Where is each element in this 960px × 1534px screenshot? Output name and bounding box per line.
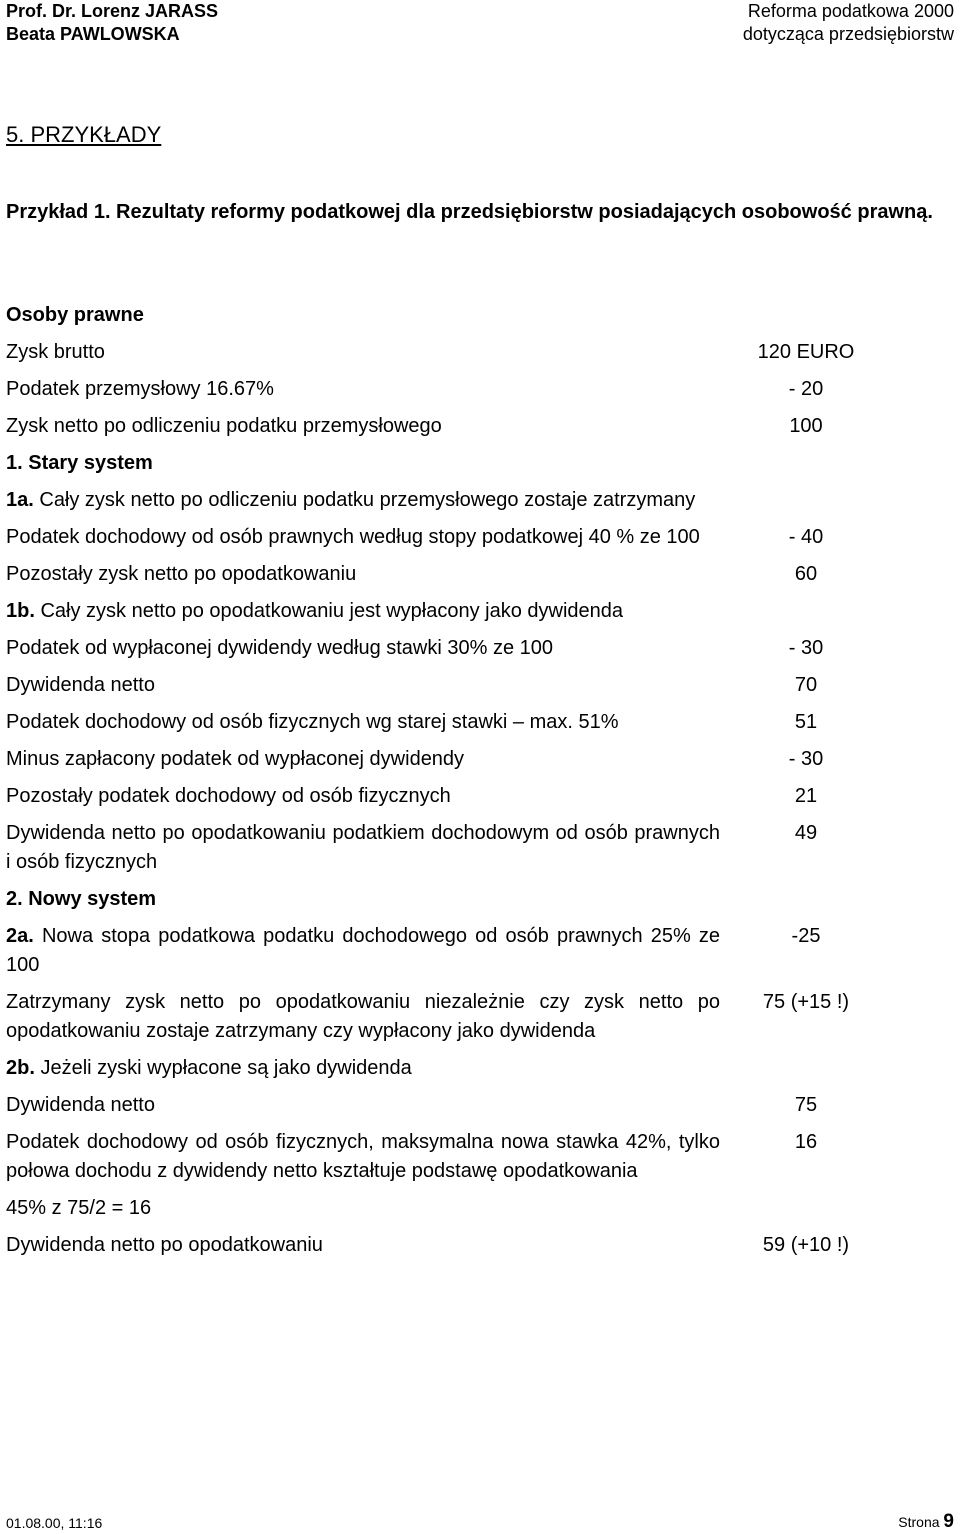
- row-value: 75: [794, 1094, 818, 1116]
- calculation-table: [6, 301, 950, 1268]
- row-label-text: Cały zysk netto po opodatkowaniu jest wypłacony jako dywidenda: [34, 600, 624, 622]
- row-value: 100: [789, 415, 823, 437]
- row-label: [6, 1054, 720, 1083]
- header-authors: [6, 0, 218, 46]
- table-row: [6, 301, 950, 330]
- table-row: [6, 745, 950, 774]
- table-row: [6, 885, 950, 914]
- row-value: 21: [794, 785, 818, 807]
- section-heading: 5. PRZYKŁADY: [6, 122, 162, 147]
- row-label: Podatek dochodowy od osób fizycznych, maksymalna nowa stawka 42%, tylko połowa dochodu z dywidendy netto kształtuje podstawę opodatkowania: [6, 1131, 720, 1182]
- row-value: 59 (+10 !): [762, 1234, 850, 1256]
- row-label-prefix: 1a.: [6, 489, 34, 511]
- table-row: [6, 1054, 950, 1083]
- table-row: [6, 1128, 950, 1186]
- row-label: Dywidenda netto: [6, 674, 155, 696]
- row-label-text: Nowa stopa podatkowa podatku dochodowego od osób prawnych 25% ze 100: [6, 925, 720, 976]
- table-row: [6, 449, 950, 478]
- table-row: [6, 671, 950, 700]
- row-value: 120 EURO: [757, 341, 855, 363]
- row-label-prefix: 1b.: [6, 600, 35, 622]
- table-row: [6, 922, 950, 980]
- row-value: 60: [794, 563, 818, 585]
- row-label: Pozostały zysk netto po opodatkowaniu: [6, 563, 357, 585]
- row-value: - 30: [788, 637, 824, 659]
- row-label: Dywidenda netto: [6, 1094, 155, 1116]
- row-label: 2. Nowy system: [6, 888, 157, 910]
- table-row: [6, 819, 950, 877]
- table-row: [6, 597, 950, 626]
- table-row: [6, 486, 950, 515]
- table-row: [6, 1091, 950, 1120]
- header-author-1: Prof. Dr. Lorenz JARASS: [6, 1, 219, 21]
- row-label: Podatek dochodowy od osób prawnych według stopy podatkowej 40 % ze 100: [6, 526, 700, 548]
- table-row: [6, 1231, 950, 1260]
- page-indicator: [898, 1511, 954, 1533]
- row-label: Podatek od wypłaconej dywidendy według stawki 30% ze 100: [6, 637, 554, 659]
- table-row: [6, 988, 950, 1046]
- row-label: [6, 922, 720, 980]
- row-label: 1. Stary system: [6, 452, 153, 474]
- row-value: 70: [794, 674, 818, 696]
- row-label: Podatek przemysłowy 16.67%: [6, 378, 274, 400]
- table-row: [6, 634, 950, 663]
- row-value: - 40: [788, 526, 824, 548]
- row-label-text: Cały zysk netto po odliczeniu podatku przemysłowego zostaje zatrzymany: [33, 489, 696, 511]
- table-row: [6, 1194, 950, 1223]
- header-author-2: Beata PAWLOWSKA: [6, 24, 180, 44]
- footer-timestamp: 01.08.00, 11:16: [6, 1515, 103, 1531]
- header-title-line-1: Reforma podatkowa 2000: [747, 1, 954, 21]
- example-title: Przykład 1. Rezultaty reformy podatkowej dla przedsiębiorstw posiadających osobowość prawną.: [6, 201, 933, 223]
- row-label: [6, 486, 720, 515]
- row-label-prefix: 2b.: [6, 1057, 35, 1079]
- row-value: 75 (+15 !): [762, 991, 850, 1013]
- row-label: [6, 597, 720, 626]
- row-value: 51: [794, 711, 818, 733]
- table-row: [6, 708, 950, 737]
- row-label: 45% z 75/2 = 16: [6, 1197, 152, 1219]
- table-row: [6, 412, 950, 441]
- row-label: Podatek dochodowy od osób fizycznych wg starej stawki – max. 51%: [6, 711, 619, 733]
- row-value: 16: [794, 1131, 818, 1153]
- page-label: Strona: [898, 1514, 940, 1530]
- row-label: Zatrzymany zysk netto po opodatkowaniu niezależnie czy zysk netto po opodatkowaniu zostaje zatrzymany czy wypłacony jako dywidenda: [6, 991, 720, 1042]
- row-label: Zysk netto po odliczeniu podatku przemysłowego: [6, 415, 442, 437]
- table-row: [6, 523, 950, 552]
- row-value: -25: [791, 925, 821, 947]
- row-label: Osoby prawne: [6, 304, 144, 326]
- table-row: [6, 560, 950, 589]
- row-value: - 30: [788, 748, 824, 770]
- table-row: [6, 782, 950, 811]
- page-number: 9: [943, 1511, 954, 1532]
- row-label: Dywidenda netto po opodatkowaniu podatkiem dochodowym od osób prawnych i osób fizycznych: [6, 822, 720, 873]
- row-value: 49: [794, 822, 818, 844]
- table-row: [6, 375, 950, 404]
- row-label: Zysk brutto: [6, 341, 105, 363]
- header-title-line-2: dotycząca przedsiębiorstw: [742, 24, 954, 44]
- row-label-prefix: 2a.: [6, 925, 34, 947]
- header-title: [743, 0, 954, 46]
- row-value: - 20: [788, 378, 824, 400]
- row-label: Dywidenda netto po opodatkowaniu: [6, 1234, 323, 1256]
- table-row: [6, 338, 950, 367]
- row-label: Pozostały podatek dochodowy od osób fizycznych: [6, 785, 451, 807]
- row-label-text: Jeżeli zyski wypłacone są jako dywidenda: [34, 1057, 412, 1079]
- row-label: Minus zapłacony podatek od wypłaconej dywidendy: [6, 748, 465, 770]
